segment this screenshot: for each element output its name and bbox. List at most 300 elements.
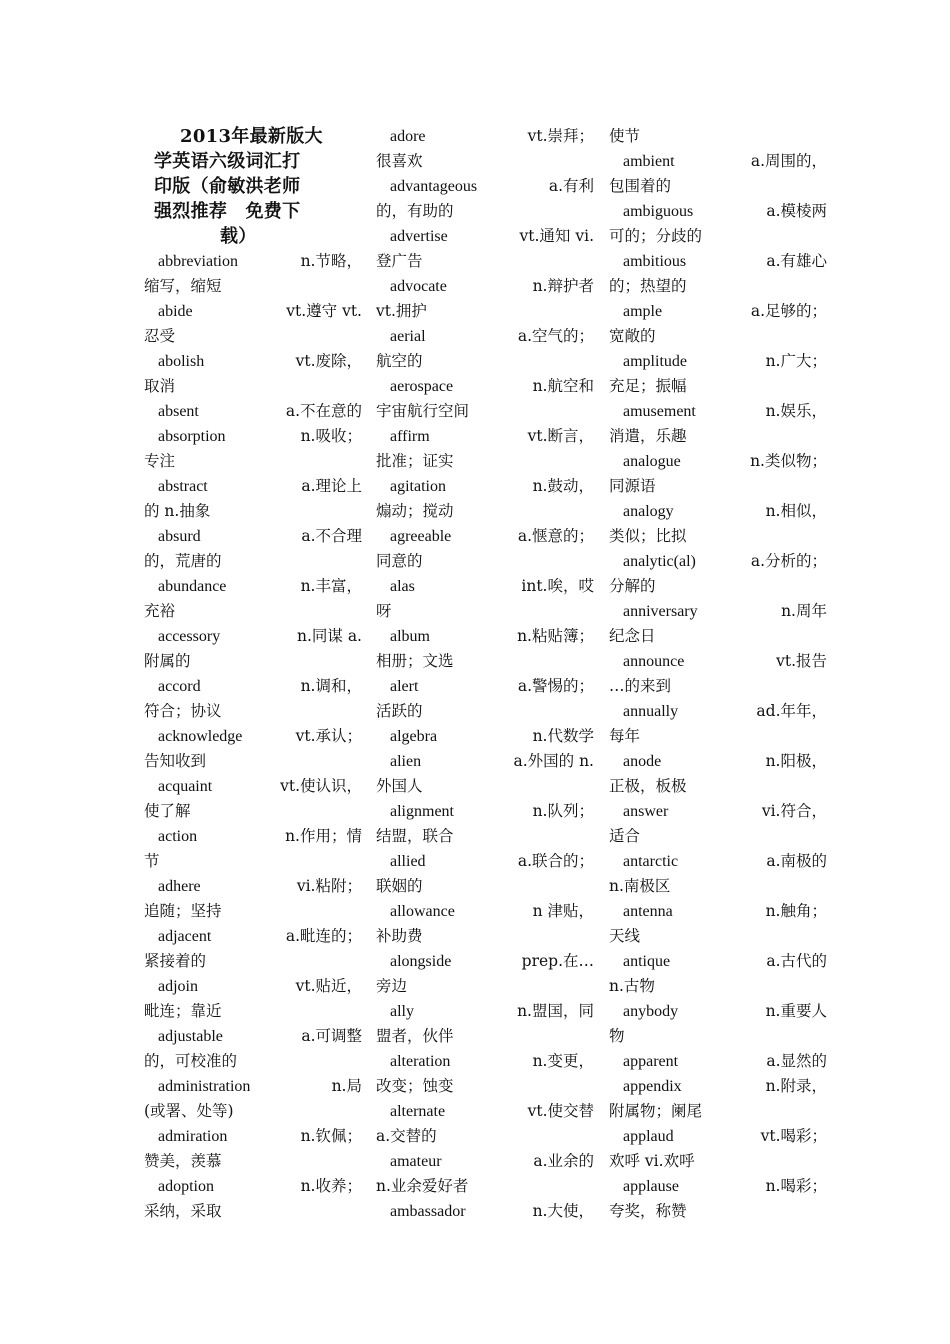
- vocab-definition-continued: 充足；振幅: [609, 377, 687, 395]
- vocab-definition: n.触角；: [765, 902, 827, 920]
- vocab-definition: a.惬意的；: [517, 527, 594, 545]
- vocab-definition: a.有雄心: [766, 252, 827, 270]
- vocab-definition: n.类似物；: [750, 452, 827, 470]
- vocab-definition-continued: 包围着的: [609, 177, 672, 195]
- vocab-word: absurd: [158, 528, 201, 545]
- entry-headline: [144, 624, 362, 649]
- vocab-definition: prep.在…: [521, 952, 594, 970]
- entry-headline: [144, 299, 362, 324]
- vocab-entry: [609, 124, 827, 149]
- vocab-definition-continued: 登广告: [376, 252, 423, 270]
- title-line: 2013年最新版大: [180, 126, 323, 147]
- vocab-definition: n.阳极，: [765, 752, 827, 770]
- vocab-entry: [144, 299, 362, 349]
- vocab-word: album: [390, 628, 430, 645]
- vocab-definition-continued: 告知收到: [144, 752, 207, 770]
- vocab-entry: [376, 949, 594, 999]
- entry-headline: [144, 474, 362, 499]
- vocab-definition: vt.使认识，: [280, 777, 362, 795]
- vocab-definition-continued: 盟者，伙伴: [376, 1027, 454, 1045]
- vocab-word: alternate: [390, 1103, 446, 1120]
- vocab-definition-continued: 专注: [144, 452, 176, 470]
- vocab-definition-continued: 天线: [609, 927, 641, 945]
- vocab-entry: [376, 524, 594, 574]
- vocab-definition-continued: 附属物；阑尾: [609, 1102, 703, 1120]
- vocab-word: adoption: [158, 1178, 214, 1195]
- vocab-definition: a.外国的 n.: [513, 752, 594, 770]
- entry-headline: [144, 924, 362, 949]
- vocab-word: allowance: [390, 903, 455, 920]
- vocab-definition: n.相似，: [765, 502, 827, 520]
- vocab-definition-continued: 物: [609, 1027, 625, 1045]
- entry-headline: [609, 699, 827, 724]
- vocab-entry: [376, 224, 594, 274]
- entry-headline: [144, 574, 362, 599]
- entry-headline: [144, 1024, 362, 1049]
- vocab-definition: n.附录，: [765, 1077, 827, 1095]
- entry-headline: [609, 999, 827, 1024]
- entry-headline: [609, 1124, 827, 1149]
- vocab-entry: [609, 149, 827, 199]
- vocab-word: ambient: [623, 153, 675, 170]
- vocab-definition: n.盟国，同: [517, 1002, 594, 1020]
- vocab-definition: vt.遵守 vt.: [286, 302, 362, 320]
- vocab-definition: n 津贴，: [532, 902, 594, 920]
- vocab-entry: [144, 474, 362, 524]
- vocab-definition: a.南极的: [766, 852, 827, 870]
- entry-headline: [144, 349, 362, 374]
- vocab-definition: n.重要人: [765, 1002, 827, 1020]
- vocab-word: alas: [390, 578, 415, 595]
- title-line: 强烈推荐 免费下: [154, 201, 301, 222]
- vocab-word: anniversary: [623, 603, 698, 620]
- vocab-word: analogy: [623, 503, 674, 520]
- vocab-word: administration: [158, 1078, 251, 1095]
- vocab-definition: n.丰富，: [300, 577, 362, 595]
- vocab-word: alteration: [390, 1053, 451, 1070]
- vocab-entry: [376, 174, 594, 224]
- entry-headline: [609, 799, 827, 824]
- vocab-entry: [144, 1074, 362, 1124]
- vocab-entry: [144, 399, 362, 424]
- vocab-definition: vi.粘附；: [296, 877, 362, 895]
- vocab-definition-continued: 取消: [144, 377, 176, 395]
- vocab-definition: n.娱乐，: [765, 402, 827, 420]
- entry-headline: [144, 774, 362, 799]
- entry-list-1: [144, 249, 362, 1224]
- vocab-entry: [609, 1049, 827, 1074]
- vocab-definition-continued: 符合；协议: [144, 702, 222, 720]
- vocab-word: admiration: [158, 1128, 228, 1145]
- vocab-word: abstract: [158, 478, 208, 495]
- vocab-word: agreeable: [390, 528, 452, 545]
- vocab-word: amateur: [390, 1153, 442, 1170]
- vocab-definition: a.模棱两: [766, 202, 827, 220]
- vocab-definition-continued: 纪念日: [609, 627, 656, 645]
- vocab-definition-continued: 使了解: [144, 802, 191, 820]
- vocab-definition: vt.报告: [776, 652, 827, 670]
- vocab-definition-continued: 活跃的: [376, 702, 423, 720]
- vocab-word: announce: [623, 653, 685, 670]
- entry-headline: [376, 749, 594, 774]
- title-line: 载）: [220, 226, 257, 247]
- entry-headline: [609, 199, 827, 224]
- vocab-word: adjoin: [158, 978, 198, 995]
- vocab-word: adore: [390, 128, 426, 145]
- vocab-word: antenna: [623, 903, 673, 920]
- vocab-word: appendix: [623, 1078, 682, 1095]
- vocab-definition: n.钦佩；: [300, 1127, 362, 1145]
- vocab-entry: [376, 424, 594, 474]
- vocab-definition-continued: 相册；文选: [376, 652, 454, 670]
- vocab-word: absorption: [158, 428, 226, 445]
- vocab-definition: n.鼓动，: [532, 477, 594, 495]
- entry-headline: [376, 999, 594, 1024]
- entry-headline: [144, 824, 362, 849]
- entry-headline: [376, 124, 594, 149]
- vocab-definition: ad.年年，: [756, 702, 827, 720]
- vocab-word: ambassador: [390, 1203, 466, 1220]
- vocab-definition-continued: 很喜欢: [376, 152, 423, 170]
- vocab-entry: [144, 874, 362, 924]
- vocab-word: anybody: [623, 1003, 679, 1020]
- vocab-word: adjacent: [158, 928, 212, 945]
- vocab-definition: n.同谋 a.: [296, 627, 362, 645]
- vocab-definition: n.作用；情: [285, 827, 362, 845]
- vocab-definition: n.吸收；: [300, 427, 362, 445]
- vocab-word: aerial: [390, 328, 426, 345]
- vocab-entry: [144, 774, 362, 824]
- vocab-definition: n.变更，: [532, 1052, 594, 1070]
- vocab-definition: vt.断言，: [527, 427, 594, 445]
- vocab-definition-continued: 分解的: [609, 577, 656, 595]
- vocab-entry: [376, 799, 594, 849]
- vocab-definition-continued: 类似；比拟: [609, 527, 687, 545]
- vocab-entry: [609, 599, 827, 649]
- entry-headline: [609, 499, 827, 524]
- vocab-definition-continued: n.古物: [609, 977, 655, 995]
- vocab-definition: a.空气的；: [517, 327, 594, 345]
- entry-headline: [144, 874, 362, 899]
- vocab-entry: [376, 749, 594, 799]
- vocab-entry: [144, 674, 362, 724]
- entry-headline: [609, 1049, 827, 1074]
- entry-headline: [376, 949, 594, 974]
- entry-headline: [144, 399, 362, 424]
- entry-headline: [376, 424, 594, 449]
- entry-headline: [376, 224, 594, 249]
- entry-headline: [144, 424, 362, 449]
- vocab-definition: vi.符合，: [761, 802, 827, 820]
- vocab-entry: [609, 1074, 827, 1124]
- vocab-word: accord: [158, 678, 201, 695]
- entry-headline: [609, 1074, 827, 1099]
- vocab-word: adjustable: [158, 1028, 223, 1045]
- vocab-definition: vt.喝彩；: [760, 1127, 827, 1145]
- vocab-entry: [144, 1174, 362, 1224]
- vocab-definition: a.不合理: [301, 527, 362, 545]
- vocab-word: acquaint: [158, 778, 213, 795]
- vocab-entry: [144, 424, 362, 474]
- vocab-entry: [376, 1149, 594, 1199]
- vocab-word: alien: [390, 753, 422, 770]
- vocab-definition: n.航空和: [532, 377, 594, 395]
- entry-headline: [376, 174, 594, 199]
- vocab-entry: [144, 1124, 362, 1174]
- vocab-definition-continued: 毗连；靠近: [144, 1002, 222, 1020]
- vocab-definition: n.收养；: [300, 1177, 362, 1195]
- entry-headline: [376, 724, 594, 749]
- vocab-entry: [376, 1049, 594, 1099]
- vocab-definition-continued: …的来到: [609, 677, 672, 695]
- vocab-definition-continued: 欢呼 vi.欢呼: [609, 1152, 695, 1170]
- vocab-definition: a.毗连的；: [285, 927, 362, 945]
- entry-headline: [376, 799, 594, 824]
- vocab-entry: [144, 724, 362, 774]
- title-line: 印版（俞敏洪老师: [154, 176, 301, 197]
- entry-headline: [376, 674, 594, 699]
- entry-headline: [376, 524, 594, 549]
- vocab-definition-continued: 宇宙航行空间: [376, 402, 470, 420]
- vocab-entry: [609, 949, 827, 999]
- vocab-entry: [609, 849, 827, 899]
- vocab-definition-continued: 同意的: [376, 552, 423, 570]
- vocab-definition: a.理论上: [301, 477, 362, 495]
- vocab-definition: vt.贴近，: [295, 977, 362, 995]
- vocab-definition-continued: 的，有助的: [376, 202, 454, 220]
- vocab-definition-continued: 的，可校准的: [144, 1052, 238, 1070]
- vocab-definition-continued: 改变；蚀变: [376, 1077, 454, 1095]
- vocab-entry: [144, 824, 362, 874]
- vocab-word: adhere: [158, 878, 201, 895]
- entry-list-3: [609, 124, 827, 1224]
- vocab-definition: a.业余的: [533, 1152, 594, 1170]
- entry-headline: [144, 724, 362, 749]
- vocab-entry: [376, 374, 594, 424]
- vocab-word: alert: [390, 678, 419, 695]
- vocab-word: applause: [623, 1178, 679, 1195]
- vocab-word: agitation: [390, 478, 446, 495]
- vocab-definition-continued: n.南极区: [609, 877, 671, 895]
- vocab-word: acknowledge: [158, 728, 243, 745]
- vocab-word: antique: [623, 953, 671, 970]
- vocab-definition-continued: 同源语: [609, 477, 656, 495]
- vocab-entry: [609, 999, 827, 1049]
- vocab-entry: [609, 699, 827, 749]
- vocab-word: antarctic: [623, 853, 679, 870]
- vocab-entry: [609, 649, 827, 699]
- vocab-definition-continued: 忍受: [144, 327, 176, 345]
- vocab-definition: n.调和，: [300, 677, 362, 695]
- vocab-definition: a.警惕的；: [517, 677, 594, 695]
- document-title: [144, 124, 362, 249]
- vocab-word: alongside: [390, 953, 452, 970]
- vocab-definition: n.节略，: [300, 252, 362, 270]
- title-line: 学英语六级词汇打: [154, 151, 301, 172]
- vocab-entry: [609, 299, 827, 349]
- vocab-word: absent: [158, 403, 199, 420]
- vocab-entry: [609, 249, 827, 299]
- entry-headline: [376, 624, 594, 649]
- vocab-word: annually: [623, 703, 679, 720]
- vocab-word: abundance: [158, 578, 227, 595]
- vocab-entry: [609, 749, 827, 799]
- vocab-definition-continued: 批准；证实: [376, 452, 454, 470]
- vocab-definition-continued: 旁边: [376, 977, 408, 995]
- vocab-entry: [376, 674, 594, 724]
- vocab-definition-continued: 追随；坚持: [144, 902, 222, 920]
- vocab-definition: int.唉，哎: [521, 577, 594, 595]
- vocab-entry: [376, 999, 594, 1049]
- entry-headline: [144, 524, 362, 549]
- vocab-definition-continued: 宽敞的: [609, 327, 656, 345]
- vocab-entry: [376, 574, 594, 624]
- vocab-definition: a.联合的；: [517, 852, 594, 870]
- vocab-word: affirm: [390, 428, 430, 445]
- entry-headline: [376, 899, 594, 924]
- vocab-definition: vt.使交替: [527, 1102, 594, 1120]
- vocab-definition-continued: 正极，板极: [609, 777, 687, 795]
- entry-headline: [609, 549, 827, 574]
- vocab-word: ambitious: [623, 253, 687, 270]
- vocab-word: ambiguous: [623, 203, 694, 220]
- entry-headline: [376, 1199, 594, 1224]
- vocab-entry: [144, 974, 362, 1024]
- entry-headline: [376, 1149, 594, 1174]
- vocab-definition: n.广大；: [765, 352, 827, 370]
- vocab-entry: [144, 1024, 362, 1074]
- vocab-definition-continued: 适合: [609, 827, 641, 845]
- vocab-word: abide: [158, 303, 193, 320]
- column-1: [144, 124, 362, 1224]
- entry-headline: [376, 374, 594, 399]
- vocab-entry: [609, 899, 827, 949]
- vocab-entry: [144, 574, 362, 624]
- entry-headline: [144, 249, 362, 274]
- entry-headline: [144, 1074, 362, 1099]
- vocab-definition-continued: 的，荒唐的: [144, 552, 222, 570]
- entry-headline: [144, 1124, 362, 1149]
- vocab-word: ample: [623, 303, 663, 320]
- vocab-entry: [609, 449, 827, 499]
- vocab-entry: [376, 1099, 594, 1149]
- entry-headline: [376, 574, 594, 599]
- entry-headline: [609, 849, 827, 874]
- vocab-word: advertise: [390, 228, 448, 245]
- vocab-word: ally: [390, 1003, 414, 1020]
- vocab-definition: vt.废除，: [295, 352, 362, 370]
- vocab-definition-continued: 节: [144, 852, 160, 870]
- entry-headline: [376, 849, 594, 874]
- vocab-definition-continued: 煽动；搅动: [376, 502, 454, 520]
- vocab-definition-continued: 呀: [376, 602, 392, 620]
- vocab-entry: [144, 349, 362, 399]
- vocab-definition-continued: 采纳，采取: [144, 1202, 222, 1220]
- vocab-word: amusement: [623, 403, 696, 420]
- vocab-definition: n.队列；: [532, 802, 594, 820]
- vocab-definition: a.分析的；: [750, 552, 827, 570]
- vocab-definition: a.足够的；: [750, 302, 827, 320]
- vocab-entry: [609, 399, 827, 449]
- vocab-definition-continued: 消遣，乐趣: [609, 427, 687, 445]
- vocab-definition-continued: 赞美，羡慕: [144, 1152, 222, 1170]
- entry-headline: [376, 274, 594, 299]
- vocab-word: allied: [390, 853, 426, 870]
- vocab-word: abolish: [158, 353, 205, 370]
- vocab-definition: vt.崇拜；: [527, 127, 594, 145]
- entry-headline: [609, 949, 827, 974]
- vocab-definition: n.周年: [781, 602, 827, 620]
- vocab-definition-continued: 夸奖，称赞: [609, 1202, 687, 1220]
- vocab-entry: [376, 324, 594, 374]
- vocab-entry: [609, 199, 827, 249]
- vocab-entry: [376, 624, 594, 674]
- entry-headline: [609, 649, 827, 674]
- vocab-definition-continued: 的 n.抽象: [144, 502, 211, 520]
- vocab-definition-continued: 附属的: [144, 652, 191, 670]
- vocab-entry: [609, 1174, 827, 1224]
- entry-headline: [609, 1174, 827, 1199]
- vocab-definition-continued: 补助费: [376, 927, 423, 945]
- entry-headline: [609, 349, 827, 374]
- vocab-definition-continued: 紧接着的: [144, 952, 207, 970]
- vocab-word: accessory: [158, 628, 221, 645]
- vocab-definition-continued: 联姻的: [376, 877, 423, 895]
- vocab-word: applaud: [623, 1128, 674, 1145]
- vocab-entry: [376, 899, 594, 949]
- entry-headline: [609, 249, 827, 274]
- vocab-entry: [376, 724, 594, 749]
- vocab-entry: [609, 799, 827, 849]
- vocab-definition-continued: 航空的: [376, 352, 423, 370]
- vocab-entry: [609, 349, 827, 399]
- vocab-definition: a.可调整: [301, 1027, 362, 1045]
- vocab-word: action: [158, 828, 198, 845]
- vocab-definition-continued: 使节: [609, 127, 641, 145]
- vocab-definition-continued: 结盟，联合: [376, 827, 454, 845]
- vocab-definition: a.有利: [548, 177, 594, 195]
- vocab-word: abbreviation: [158, 253, 238, 270]
- vocab-entry: [144, 524, 362, 574]
- vocab-definition: n.大使，: [532, 1202, 594, 1220]
- vocab-definition: n.粘贴簿；: [517, 627, 594, 645]
- vocab-definition: n.辩护者: [532, 277, 594, 295]
- vocab-definition: n.局: [331, 1077, 362, 1095]
- vocab-definition: n.代数学: [532, 727, 594, 745]
- vocab-entry: [144, 249, 362, 299]
- vocab-word: anode: [623, 753, 662, 770]
- vocab-word: analogue: [623, 453, 681, 470]
- vocab-entry: [376, 274, 594, 324]
- vocab-entry: [609, 499, 827, 549]
- vocab-definition: vt.通知 vi.: [519, 227, 594, 245]
- vocab-word: algebra: [390, 728, 438, 745]
- entry-headline: [609, 149, 827, 174]
- vocab-definition-continued: vt.拥护: [376, 302, 427, 320]
- vocab-definition-continued: 每年: [609, 727, 641, 745]
- entry-headline: [609, 399, 827, 424]
- vocab-definition-continued: 缩写，缩短: [144, 277, 222, 295]
- vocab-definition-continued: 可的；分歧的: [609, 227, 703, 245]
- vocab-word: advantageous: [390, 178, 478, 195]
- vocab-definition-continued: n.业余爱好者: [376, 1177, 469, 1195]
- vocab-definition: a.显然的: [766, 1052, 827, 1070]
- entry-headline: [144, 1174, 362, 1199]
- entry-headline: [376, 1049, 594, 1074]
- vocab-entry: [609, 1124, 827, 1174]
- vocab-entry: [376, 1199, 594, 1224]
- vocab-entry: [144, 624, 362, 674]
